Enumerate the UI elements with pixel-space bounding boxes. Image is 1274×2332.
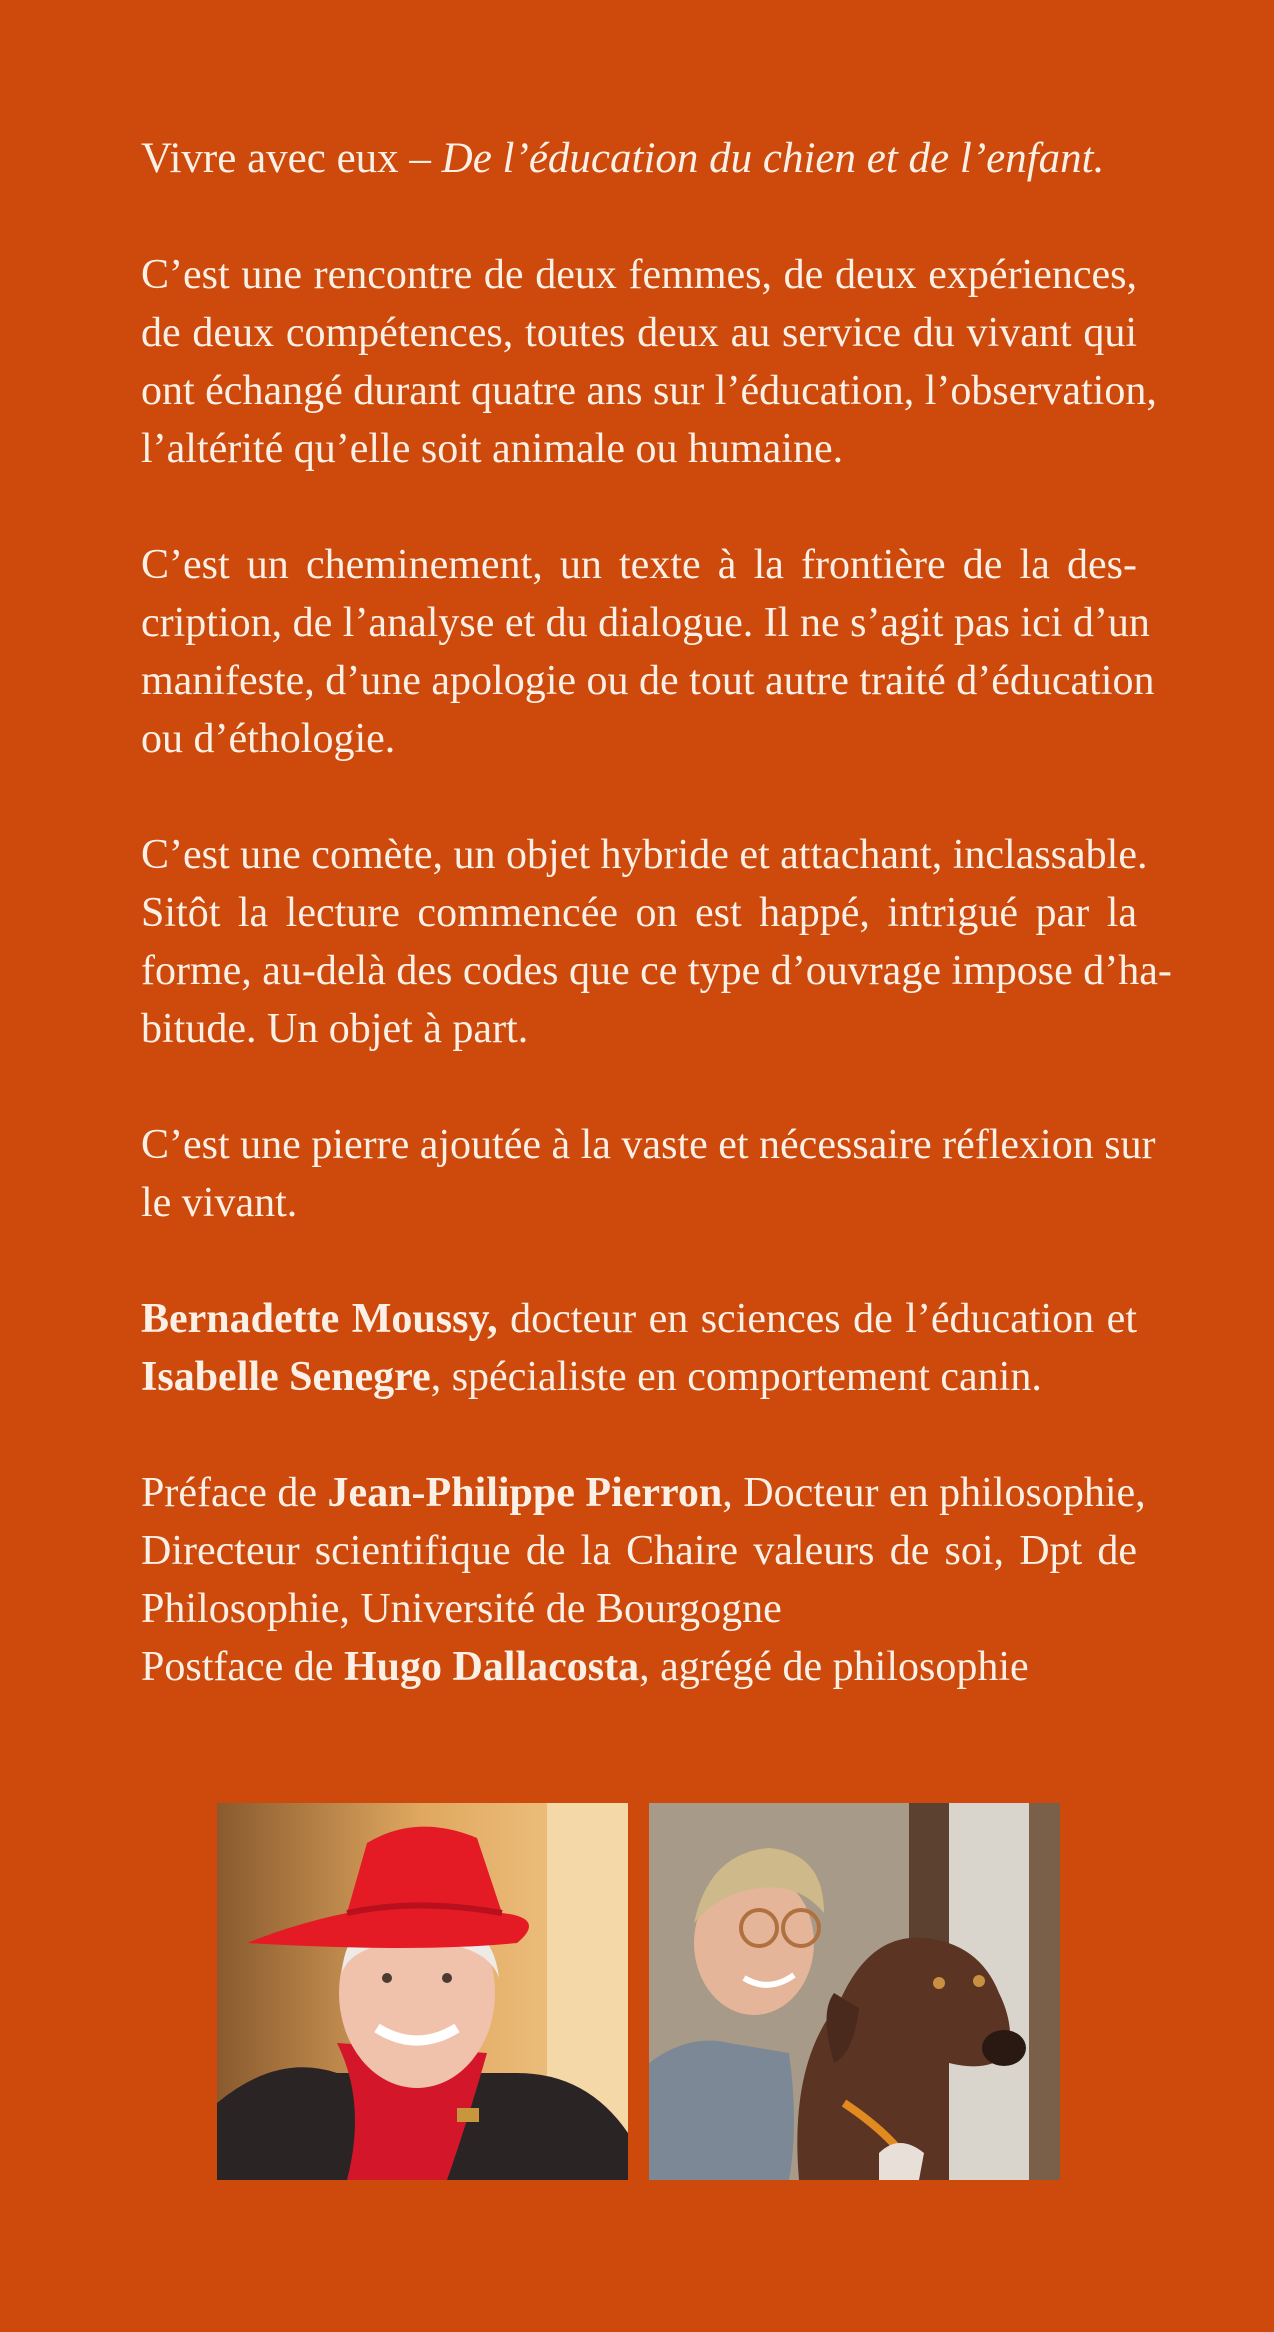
text-line: ont échangé durant quatre ans sur l’éducation, l’observation, xyxy=(141,368,1157,414)
authors-paragraph xyxy=(141,1290,1137,1406)
preface-paragraph xyxy=(141,1464,1146,1696)
preface-line-2: Directeur scientifique de la Chaire valeurs de soi, Dpt de xyxy=(141,1528,1137,1574)
text-line: l’altérité qu’elle soit animale ou humaine. xyxy=(141,426,844,472)
portrait-woman-with-dog-image xyxy=(649,1803,1060,2180)
text-line: bitude. Un objet à part. xyxy=(141,1006,529,1052)
preface-line-3: Philosophie, Université de Bourgogne xyxy=(141,1586,782,1632)
author-photo-isabelle xyxy=(649,1803,1060,2180)
author1-name: Bernadette Moussy, xyxy=(141,1296,498,1342)
text-line: C’est une comète, un objet hybride et attachant, inclassable. xyxy=(141,832,1148,878)
title-plain: Vivre avec eux – xyxy=(141,135,442,182)
author2-name: Isabelle Senegre xyxy=(141,1354,431,1400)
postface-prefix: Postface de xyxy=(141,1644,344,1690)
back-cover-text xyxy=(141,130,1172,1696)
preface-desc: , Docteur en philosophie, xyxy=(722,1470,1146,1516)
text-line: de deux compétences, toutes deux au service du vivant qui xyxy=(141,310,1137,356)
author-line-2 xyxy=(141,1348,1137,1406)
author-photo-bernadette xyxy=(217,1803,628,2180)
preface-line-1 xyxy=(141,1464,1146,1522)
text-line: C’est un cheminement, un texte à la frontière de la des- xyxy=(141,542,1137,588)
author-line-1 xyxy=(141,1290,1137,1348)
postface-desc: , agrégé de philosophie xyxy=(639,1644,1029,1690)
text-line: ou d’éthologie. xyxy=(141,716,396,762)
preface-prefix: Préface de xyxy=(141,1470,328,1516)
preface-name: Jean-Philippe Pierron xyxy=(327,1470,723,1516)
portrait-woman-red-hat-image xyxy=(217,1803,628,2180)
text-line: cription, de l’analyse et du dialogue. Il ne s’agit pas ici d’un xyxy=(141,600,1150,646)
postface-line xyxy=(141,1638,1137,1696)
text-line: le vivant. xyxy=(141,1180,298,1226)
text-line: Sitôt la lecture commencée on est happé, intrigué par la xyxy=(141,890,1137,936)
title-italic: De l’éducation du chien et de l’enfant. xyxy=(441,135,1105,182)
postface-name: Hugo Dallacosta xyxy=(343,1644,640,1690)
text-line: C’est une pierre ajoutée à la vaste et nécessaire réflexion sur xyxy=(141,1122,1156,1168)
author1-desc: docteur en sciences de l’éducation et xyxy=(497,1296,1137,1342)
paragraph-cheminement xyxy=(141,536,1155,768)
text-line: manifeste, d’une apologie ou de tout autre traité d’éducation xyxy=(141,658,1155,704)
author2-desc: , spécialiste en comportement canin. xyxy=(430,1354,1042,1400)
paragraph-rencontre xyxy=(141,246,1157,478)
text-line: forme, au-delà des codes que ce type d’ouvrage impose d’ha- xyxy=(141,948,1172,994)
text-line: C’est une rencontre de deux femmes, de deux expériences, xyxy=(141,252,1137,298)
paragraph-pierre xyxy=(141,1116,1156,1232)
book-title xyxy=(141,130,1137,188)
author-photos xyxy=(217,1803,1060,2180)
paragraph-comete xyxy=(141,826,1172,1058)
